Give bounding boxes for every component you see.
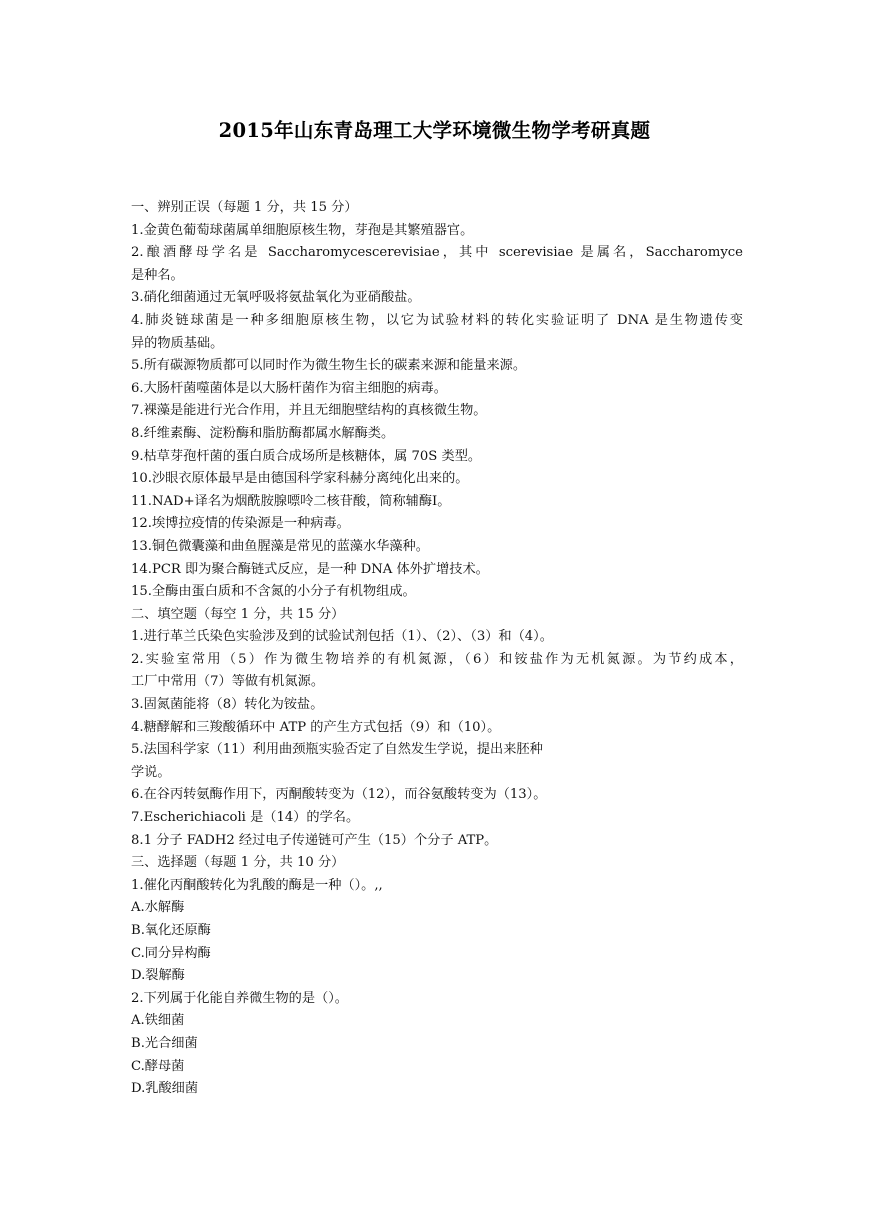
question-line: 是种名。 (131, 267, 184, 283)
question-line: 7.裸藻是能进行光合作用，并且无细胞壁结构的真核微生物。 (131, 403, 487, 419)
question-line: 10.沙眼衣原体最早是由德国科学家科赫分离纯化出来的。 (131, 471, 469, 487)
choice-option: C.同分异构酶 (131, 945, 211, 961)
choice-option: D.乳酸细菌 (131, 1081, 199, 1097)
question-line: 4.肺炎链球菌是一种多细胞原核生物，以它为试验材料的转化实验证明了 DNA 是生物遗传变 (131, 312, 743, 328)
question-line: 14.PCR 即为聚合酶链式反应，是一种 DNA 体外扩增技术。 (131, 561, 489, 577)
choice-option: D.裂解酶 (131, 968, 185, 984)
question-line: 9.枯草芽孢杆菌的蛋白质合成场所是核糖体，属 70S 类型。 (131, 448, 482, 464)
question-line: 4.糖酵解和三羧酸循环中 ATP 的产生方式包括（9）和（10）。 (131, 719, 501, 735)
question-line: 13.铜色微囊藻和曲鱼腥藻是常见的蓝藻水华藻种。 (131, 538, 429, 554)
question-line: 2.下列属于化能自养微生物的是（）。 (131, 990, 348, 1006)
question-line: 8.1 分子 FADH2 经过电子传递链可产生（15）个分子 ATP。 (131, 832, 498, 848)
question-line: 工厂中常用（7）等做有机氮源。 (131, 674, 325, 690)
question-line: 6.在谷丙转氨酶作用下，丙酮酸转变为（12），而谷氨酸转变为（13）。 (131, 787, 547, 803)
choice-option: B.氧化还原酶 (131, 923, 211, 938)
choice-option: A.铁细菌 (131, 1013, 185, 1029)
section-heading-true-false: 一、辨别正误（每题 1 分，共 15 分） (131, 200, 358, 215)
question-line: 3.硝化细菌通过无氧呼吸将氨盐氧化为亚硝酸盐。 (131, 290, 421, 306)
question-line: 12.埃博拉疫情的传染源是一种病毒。 (131, 516, 350, 532)
question-line: 15.全酶由蛋白质和不含氮的小分子有机物组成。 (131, 584, 416, 600)
question-line: 1.进行革兰氏染色实验涉及到的试验试剂包括（1）、（2）、（3）和（4）。 (131, 629, 553, 645)
document-body (131, 197, 743, 1101)
choice-option: B.光合细菌 (131, 1035, 198, 1051)
question-line: 1.催化丙酮酸转化为乳酸的酶是一种（）。,, (131, 877, 383, 893)
choice-option: A.水解酶 (131, 900, 185, 916)
question-line: 8.纤维素酶、淀粉酶和脂肪酶都属水解酶类。 (131, 425, 395, 441)
section-heading-multiple-choice: 三、选择题（每题 1 分，共 10 分） (131, 855, 345, 871)
question-line: 5.法国科学家（11）利用曲颈瓶实验否定了自然发生学说，提出来胚种 (131, 742, 543, 758)
question-line: 学说。 (131, 764, 171, 780)
question-line: 2.实验室常用（5）作为微生物培养的有机氮源，（6）和铵盐作为无机氮源。为节约成本， (131, 651, 743, 667)
question-line: 5.所有碳源物质都可以同时作为微生物生长的碳素来源和能量来源。 (131, 358, 527, 374)
document-title: 2015年山东青岛理工大学环境微生物学考研真题 (218, 119, 651, 142)
question-line: 3.固氮菌能将（8）转化为铵盐。 (131, 697, 324, 713)
question-line: 1.金黄色葡萄球菌属单细胞原核生物，芽孢是其繁殖器官。 (131, 222, 474, 238)
question-line: 6.大肠杆菌噬菌体是以大肠杆菌作为宿主细胞的病毒。 (131, 380, 447, 396)
question-line: 7.Escherichiacoli 是（14）的学名。 (131, 810, 360, 826)
section-heading-fill-blank: 二、填空题（每空 1 分，共 15 分） (131, 606, 345, 622)
question-line: 异的物质基础。 (131, 335, 224, 351)
choice-option: C.酵母菌 (131, 1058, 185, 1074)
question-line: 2.酿酒酵母学名是 Saccharomycescerevisiae，其中 scerevisiae 是属名，Saccharomyce (131, 245, 743, 261)
question-line: 11.NAD+译名为烟酰胺腺嘌呤二核苷酸，简称辅酶Ⅰ。 (131, 493, 451, 509)
